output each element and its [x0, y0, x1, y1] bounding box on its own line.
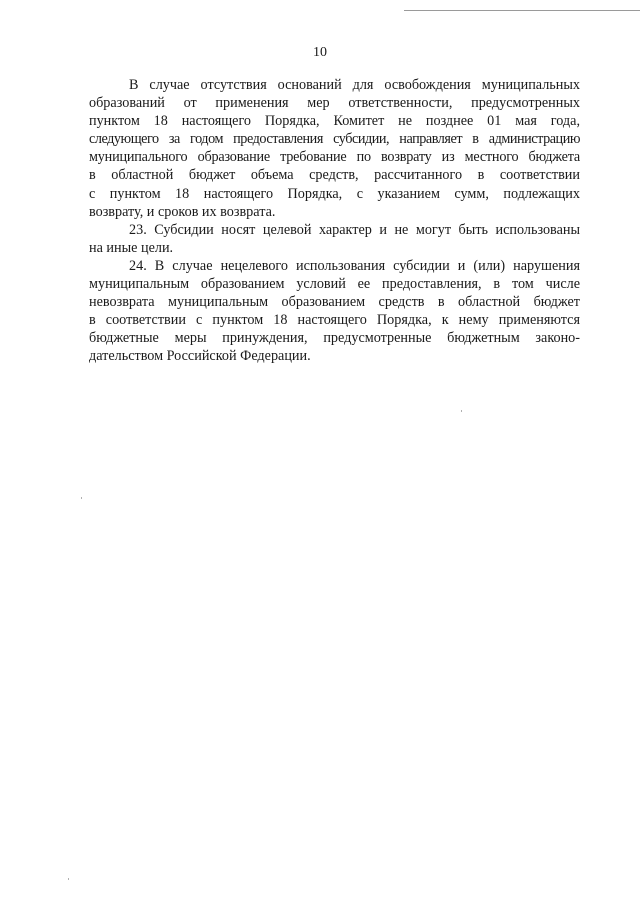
paragraph-24-line: невозврата муниципальным образованием средств в областной бюджет	[89, 294, 580, 311]
paragraph-24-line: 24. В случае нецелевого использования субсидии и (или) нарушения	[129, 257, 580, 274]
paragraph-1-line: следующего за годом предоставления субсидии, направляет в администрацию	[89, 131, 580, 148]
paragraph-1-line: муниципального образование требование по возврату из местного бюджета	[89, 149, 580, 166]
paragraph-1-line: образований от применения мер ответственности, предусмотренных	[89, 95, 580, 112]
paragraph-24-line: бюджетные меры принуждения, предусмотренные бюджетным законо-	[89, 330, 580, 347]
scan-top-rule	[404, 10, 640, 11]
paragraph-1-line: возврату, и сроков их возврата.	[89, 203, 276, 220]
paragraph-24-line: дательством Российской Федерации.	[89, 348, 311, 365]
paragraph-23-line: 23. Субсидии носят целевой характер и не могут быть использованы	[129, 221, 580, 238]
paragraph-1-line: с пунктом 18 настоящего Порядка, с указанием сумм, подлежащих	[89, 185, 580, 202]
paragraph-1-line: в областной бюджет объема средств, рассчитанного в соответствии	[89, 167, 580, 184]
page-number: 10	[313, 45, 327, 60]
paragraph-1-line: В случае отсутствия оснований для освобождения муниципальных	[129, 77, 580, 93]
paragraph-24-line: в соответствии с пунктом 18 настоящего Порядка, к нему применяются	[89, 312, 580, 329]
paragraph-24-line: муниципальным образованием условий ее предоставления, в том числе	[89, 276, 580, 293]
paragraph-23-line: на иные цели.	[89, 239, 174, 256]
scan-speck	[81, 497, 82, 499]
paragraph-1-line: пунктом 18 настоящего Порядка, Комитет не позднее 01 мая года,	[89, 113, 580, 130]
scan-speck	[68, 878, 69, 880]
document-body	[89, 76, 580, 366]
scan-speck	[461, 410, 462, 412]
